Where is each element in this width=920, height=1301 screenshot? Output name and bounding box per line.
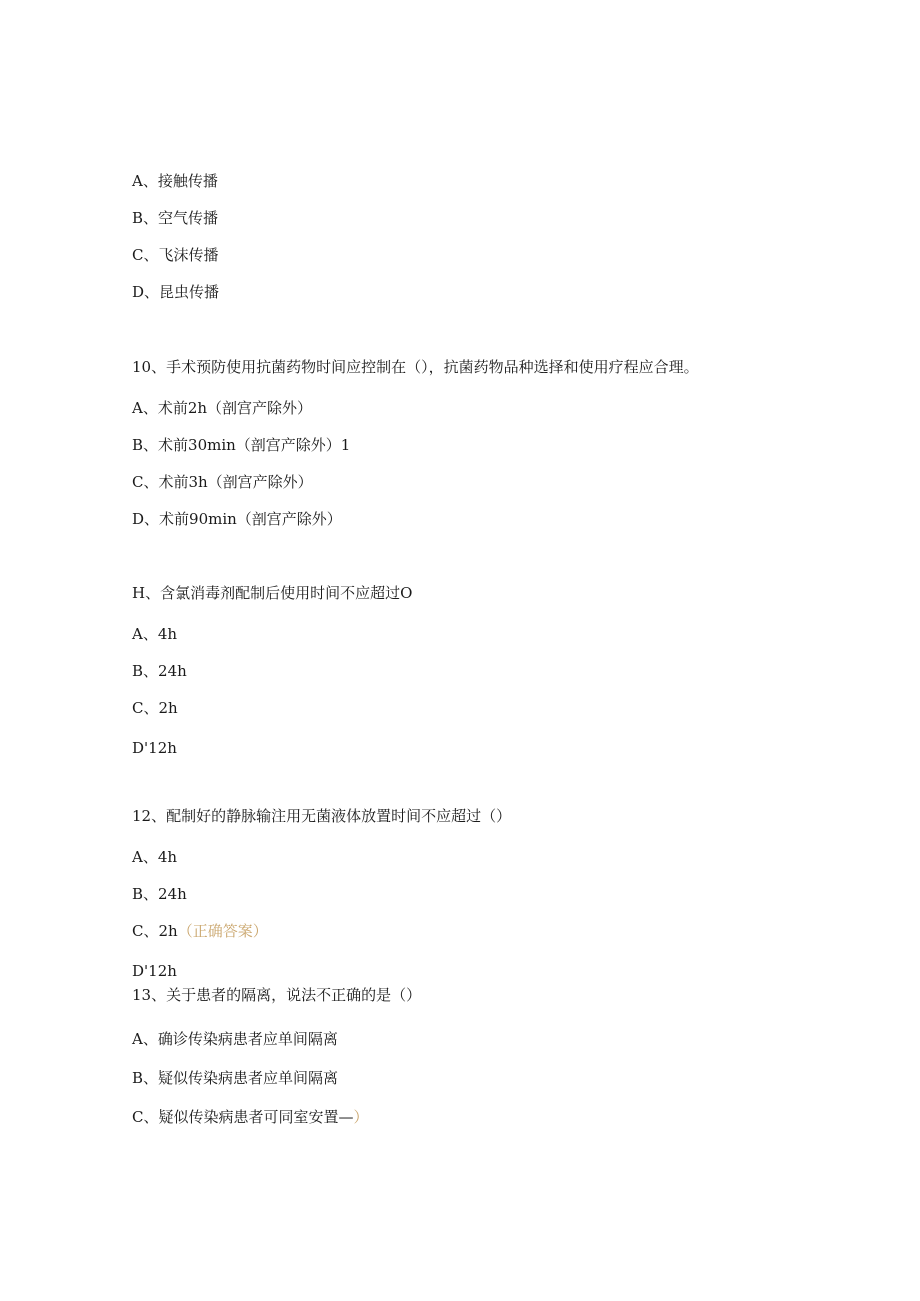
q11-stem: H、含氯消毒剂配制后使用时间不应超过O — [132, 584, 413, 602]
q10-option-b: B、术前30min（剖宫产除外）1 — [132, 436, 351, 454]
q12-correct-answer-mark: （正确答案） — [177, 922, 268, 940]
q13-option-c-text: C、疑似传染病患者可同室安置— — [132, 1108, 354, 1126]
q10-option-c: C、术前3h（剖宫产除外） — [132, 473, 313, 491]
q13-option-b: B、疑似传染病患者应单间隔离 — [132, 1069, 339, 1087]
q12-option-a: A、4h — [132, 848, 178, 866]
q13-correct-answer-mark: ） — [353, 1108, 369, 1126]
q12-option-c-text: C、2h — [132, 922, 178, 940]
q12-option-d: D'12h — [132, 962, 177, 980]
q12-stem: 12、配制好的静脉输注用无菌液体放置时间不应超过（） — [132, 807, 512, 825]
q13-stem: 13、关于患者的隔离，说法不正确的是（） — [132, 986, 422, 1004]
q11-option-c: C、2h — [132, 699, 178, 717]
q11-option-b: B、24h — [132, 662, 187, 680]
q9-option-b: B、空气传播 — [132, 209, 219, 227]
q9-option-d: D、昆虫传播 — [132, 283, 220, 301]
q11-option-a: A、4h — [132, 625, 178, 643]
q10-option-a: A、术前2h（剖宫产除外） — [132, 399, 313, 417]
q12-option-c — [132, 921, 268, 941]
q12-option-b: B、24h — [132, 885, 187, 903]
q13-option-c — [132, 1107, 369, 1127]
q13-option-a: A、确诊传染病患者应单间隔离 — [132, 1030, 338, 1048]
q9-option-c: C、飞沫传播 — [132, 246, 219, 264]
q10-option-d: D、术前90min（剖宫产除外） — [132, 510, 342, 528]
q11-option-d: D'12h — [132, 739, 177, 757]
q9-option-a: A、接触传播 — [132, 172, 218, 190]
q10-stem: 10、手术预防使用抗菌药物时间应控制在（），抗菌药物品种选择和使用疗程应合理。 — [132, 358, 699, 376]
